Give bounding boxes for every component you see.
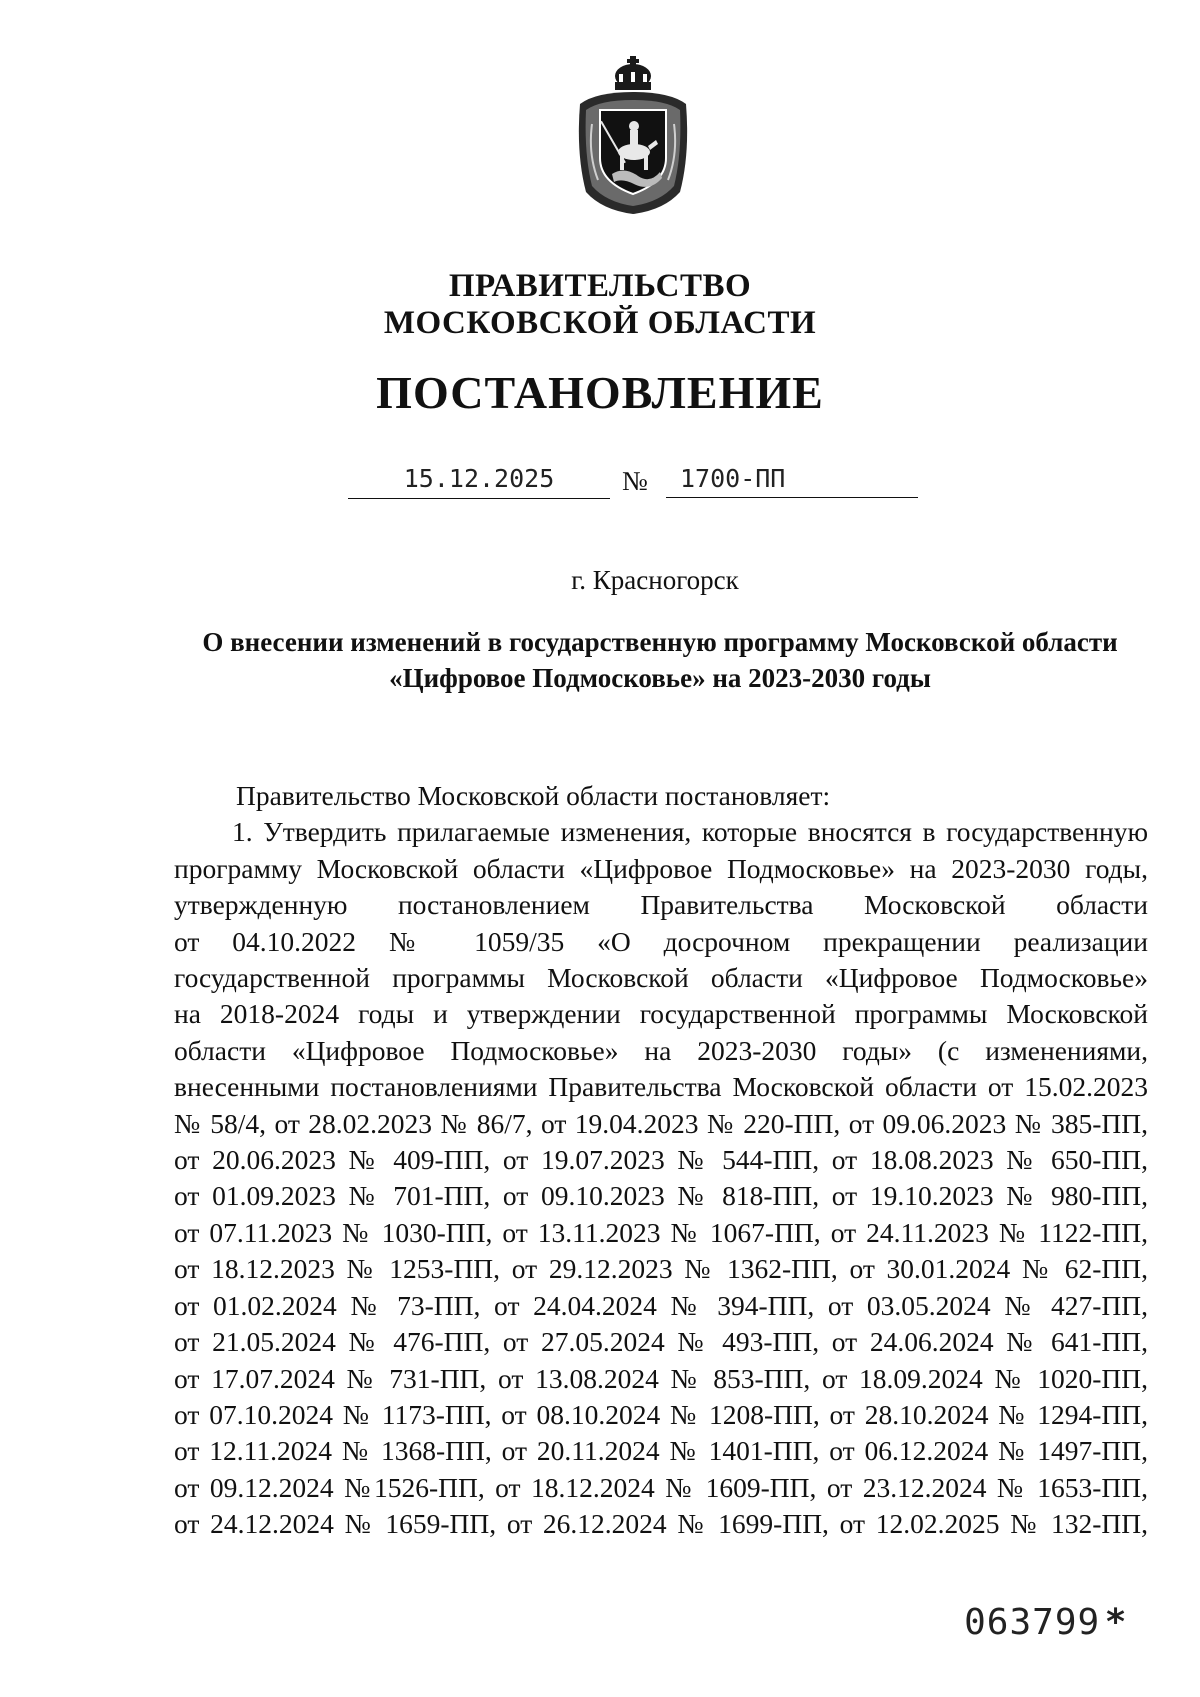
item-1-line: от 12.11.2024 № 1368-ПП, от 20.11.2024 № 1401-ПП, от 06.12.2024 № 1497-ПП, (174, 1435, 1148, 1467)
registration-number: 1700-ПП (666, 460, 918, 498)
item-1-line: от 21.05.2024 № 476-ПП, от 27.05.2024 № 493-ПП, от 24.06.2024 № 641-ПП, (174, 1326, 1148, 1358)
subject-line-1: О внесении изменений в государственную программу Московской области (202, 627, 1118, 657)
serial-number (964, 1603, 1126, 1643)
item-1-line: от 09.12.2024 №1526-ПП, от 18.12.2024 № 1609-ПП, от 23.12.2024 № 1653-ПП, (174, 1471, 1148, 1503)
item-1-line: от 07.10.2024 № 1173-ПП, от 08.10.2024 № 1208-ПП, от 28.10.2024 № 1294-ПП, (174, 1398, 1148, 1430)
item-1-line: № 58/4, от 28.02.2023 № 86/7, от 19.04.2023 № 220-ПП, от 09.06.2023 № 385-ПП, (174, 1107, 1148, 1139)
serial-mark: * (1106, 1602, 1126, 1643)
item-1-paragraph (174, 814, 1148, 1542)
item-1-line: внесенными постановлениями Правительства Московской области от 15.02.2023 (174, 1071, 1148, 1103)
city-name: г. Красногорск (571, 565, 739, 595)
item-1-line: на 2018-2024 годы и утверждении государственной программы Московской (174, 998, 1148, 1030)
item-1-line: 1. Утвердить прилагаемые изменения, которые вносятся в государственную (232, 816, 1148, 848)
organization-name-line-1: ПРАВИТЕЛЬСТВО (448, 268, 752, 304)
item-1-line: от 01.09.2023 № 701-ПП, от 09.10.2023 № 818-ПП, от 19.10.2023 № 980-ПП, (174, 1180, 1148, 1212)
serial-number-text: 063799 (964, 1602, 1101, 1643)
item-1-line: государственной программы Московской области «Цифровое Подмосковье» (174, 962, 1148, 994)
registration-row (348, 460, 918, 504)
item-1-line: от 20.06.2023 № 409-ПП, от 19.07.2023 № 544-ПП, от 18.08.2023 № 650-ПП, (174, 1144, 1148, 1176)
registration-date: 15.12.2025 (348, 460, 610, 499)
document-subject (170, 624, 1150, 696)
item-1-line: области «Цифровое Подмосковье» на 2023-2030 годы» (с изменениями, (174, 1034, 1148, 1066)
item-1-line: программу Московской области «Цифровое Подмосковье» на 2023-2030 годы, (174, 852, 1148, 884)
item-1-line: от 18.12.2023 № 1253-ПП, от 29.12.2023 № 1362-ПП, от 30.01.2024 № 62-ПП, (174, 1253, 1148, 1285)
item-1-line: от 07.11.2023 № 1030-ПП, от 13.11.2023 № 1067-ПП, от 24.11.2023 № 1122-ПП, (174, 1216, 1148, 1248)
preamble-paragraph: Правительство Московской области постановляет: (236, 780, 831, 811)
coat-of-arms-icon (572, 54, 694, 218)
item-1-line: от 24.12.2024 № 1659-ПП, от 26.12.2024 № 1699-ПП, от 12.02.2025 № 132-ПП, (174, 1508, 1148, 1540)
item-1-line: от 17.07.2024 № 731-ПП, от 13.08.2024 № 853-ПП, от 18.09.2024 № 1020-ПП, (174, 1362, 1148, 1394)
document-body (174, 778, 1148, 1543)
item-1-line: от 01.02.2024 № 73-ПП, от 24.04.2024 № 394-ПП, от 03.05.2024 № 427-ПП, (174, 1289, 1148, 1321)
item-1-line: утвержденную постановлением Правительства Московской области (174, 889, 1148, 921)
subject-line-2: «Цифровое Подмосковье» на 2023-2030 годы (389, 663, 931, 693)
document-type-title: ПОСТАНОВЛЕНИЕ (376, 367, 824, 418)
number-sign: № (622, 466, 648, 496)
item-1-line: от 04.10.2022 № 1059/35 «О досрочном прекращении реализации (174, 925, 1148, 957)
organization-name-line-2: МОСКОВСКОЙ ОБЛАСТИ (383, 305, 817, 341)
